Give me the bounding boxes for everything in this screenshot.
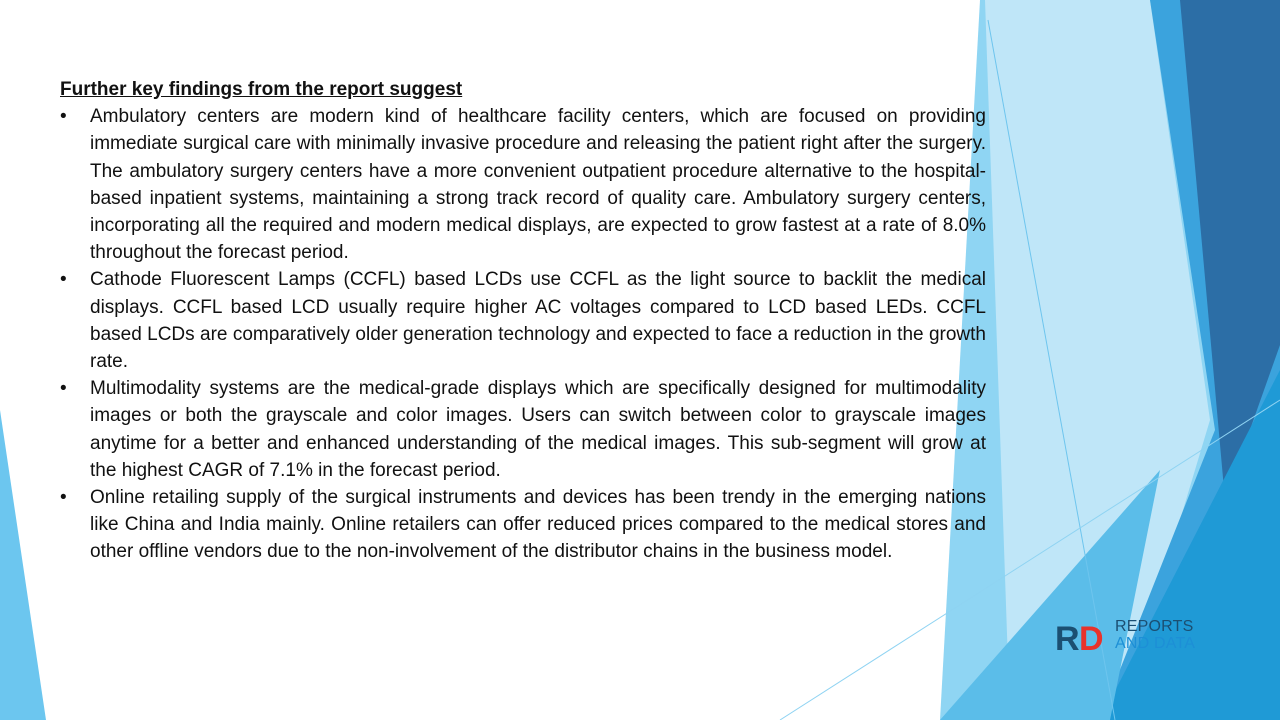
list-item [60, 375, 986, 484]
rd-logo-mark-icon [1055, 620, 1111, 654]
logo-text-line1: REPORTS [1115, 618, 1194, 635]
section-heading: Further key findings from the report suggest [60, 79, 463, 100]
bullet-icon: • [60, 378, 67, 400]
logo-text-line2: AND DATA [1115, 635, 1196, 652]
list-item [60, 103, 986, 266]
list-item-text: Online retailing supply of the surgical instruments and devices has been trendy in the emerging nations like China and India mainly. Online retailers can offer reduced prices compared to the medical stores and other offline vendors due to the non-involvement of the distributor chains in the business model. [90, 487, 986, 563]
list-item-text: Ambulatory centers are modern kind of healthcare facility centers, which are focused on providing immediate surgical care with minimally invasive procedure and releasing the patient right after the surgery. The ambulatory surgery centers have a more convenient outpatient procedure alternative to the hospital-based inpatient systems, maintaining a strong track record of quality care. Ambulatory surgery centers, incorporating all the required and modern medical displays, are expected to grow fastest at a rate of 8.0% throughout the forecast period. [90, 106, 986, 264]
company-logo [1055, 618, 1215, 658]
list-item [60, 266, 986, 375]
bullet-icon: • [60, 487, 67, 509]
bullet-icon: • [60, 269, 67, 291]
findings-list [60, 103, 986, 565]
left-sliver-shape [0, 410, 46, 720]
findings-section [60, 76, 986, 566]
list-item-text: Cathode Fluorescent Lamps (CCFL) based LCDs use CCFL as the light source to backlit the medical displays. CCFL based LCD usually require higher AC voltages compared to LCD based LEDs. CCFL based LCDs are comparatively older generation technology and expected to face a reduction in the growth rate. [90, 269, 986, 373]
svg-text:D: D [1079, 620, 1104, 654]
svg-text:R: R [1055, 620, 1080, 654]
list-item [60, 484, 986, 566]
bullet-icon: • [60, 106, 67, 128]
list-item-text: Multimodality systems are the medical-grade displays which are specifically designed for multimodality images or both the grayscale and color images. Users can switch between color to grayscale images anytime for a better and enhanced understanding of the medical images. This sub-segment will grow at the highest CAGR of 7.1% in the forecast period. [90, 378, 986, 481]
